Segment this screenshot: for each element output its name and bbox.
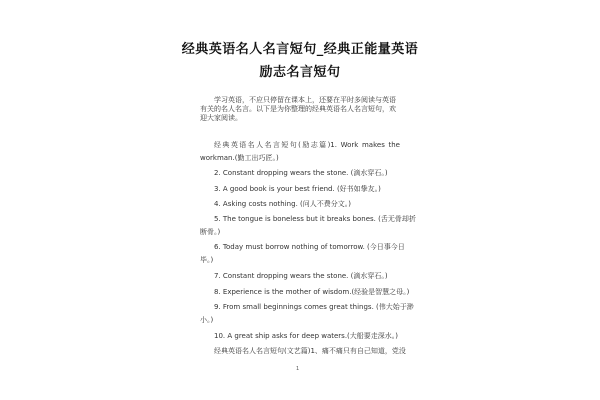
list-item: 2. Constant dropping wears the stone. (滴水穿石。) (214, 169, 388, 177)
list-item-continuation: 小。) (200, 316, 214, 324)
list-item: 8. Experience is the mother of wisdom.(经验是智慧之母。) (214, 288, 410, 296)
list-item-continuation: 毕。) (200, 256, 214, 264)
list-item: 3. A good book is your best friend. (好书如挚友。) (214, 185, 381, 193)
intro-paragraph: 学习英语，不应只停留在课本上，还要在平时多阅读与英语有关的名人名言。以下是为你整理的经典英语名人名言短句，欢迎大家阅读。 (200, 96, 396, 122)
list-item-continuation: 断骨。) (200, 228, 221, 236)
section-2-heading: 经典英语名人名言短句(文艺篇)1、痛不痛只有自己知道，党没 (214, 347, 406, 355)
list-item: 9. From small beginnings comes great things. (伟大始于渺 (214, 303, 414, 311)
list-item: 6. Today must borrow nothing of tomorrow. (今日事今日 (214, 243, 405, 251)
list-item: 5. The tongue is boneless but it breaks bones. (舌无骨却折 (214, 215, 416, 223)
list-item: 4. Asking costs nothing. (问人不费分文。) (214, 200, 351, 208)
document-title-line-1: 经典英语名人名言短句_经典正能量英语 (181, 42, 419, 57)
list-item: 10. A great ship asks for deep waters.(大船要走深水。) (214, 332, 399, 340)
list-item: 7. Constant dropping wears the stone. (滴水穿石。) (214, 272, 388, 280)
page-number: 1 (296, 366, 300, 372)
section-1-heading-line-1: 经典英语名人名言短句(励志篇)1. Work makes the (214, 141, 400, 149)
document-title-line-2: 励志名言短句 (259, 65, 341, 80)
section-1-heading-line-2: workman.(勤工出巧匠。) (200, 154, 279, 162)
